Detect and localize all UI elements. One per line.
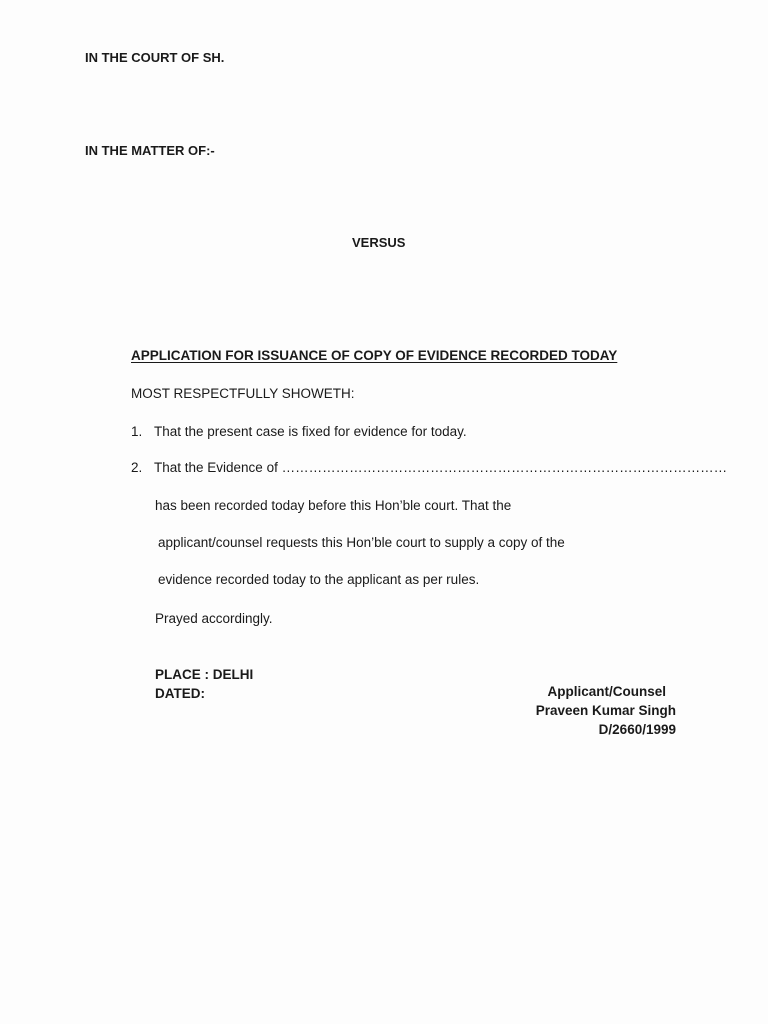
application-title: APPLICATION FOR ISSUANCE OF COPY OF EVIDENCE RECORDED TODAY xyxy=(131,348,618,363)
point-text: That the present case is fixed for evidence for today. xyxy=(154,424,467,439)
matter-heading: IN THE MATTER OF:- xyxy=(85,143,215,158)
court-heading: IN THE COURT OF SH. xyxy=(85,50,225,65)
point-number: 2. xyxy=(131,460,143,475)
continuation-line: has been recorded today before this Hon’ble court. That the xyxy=(155,498,512,513)
dated-label: DATED: xyxy=(155,686,205,701)
enrollment-number: D/2660/1999 xyxy=(598,722,676,737)
place-label: PLACE : DELHI xyxy=(155,667,254,682)
point-number: 1. xyxy=(131,424,143,439)
continuation-line: applicant/counsel requests this Hon’ble court to supply a copy of the xyxy=(158,535,565,550)
signatory-role: Applicant/Counsel xyxy=(547,684,666,699)
point-item xyxy=(131,460,727,475)
signatory-name: Praveen Kumar Singh xyxy=(535,703,676,718)
point-text: That the Evidence of ……………………………………………………………………………………… xyxy=(154,460,728,475)
salutation: MOST RESPECTFULLY SHOWETH: xyxy=(131,386,355,401)
prayer-line: Prayed accordingly. xyxy=(155,611,273,626)
versus-label: VERSUS xyxy=(352,235,406,250)
continuation-line: evidence recorded today to the applicant as per rules. xyxy=(158,572,480,587)
point-item xyxy=(131,424,467,439)
